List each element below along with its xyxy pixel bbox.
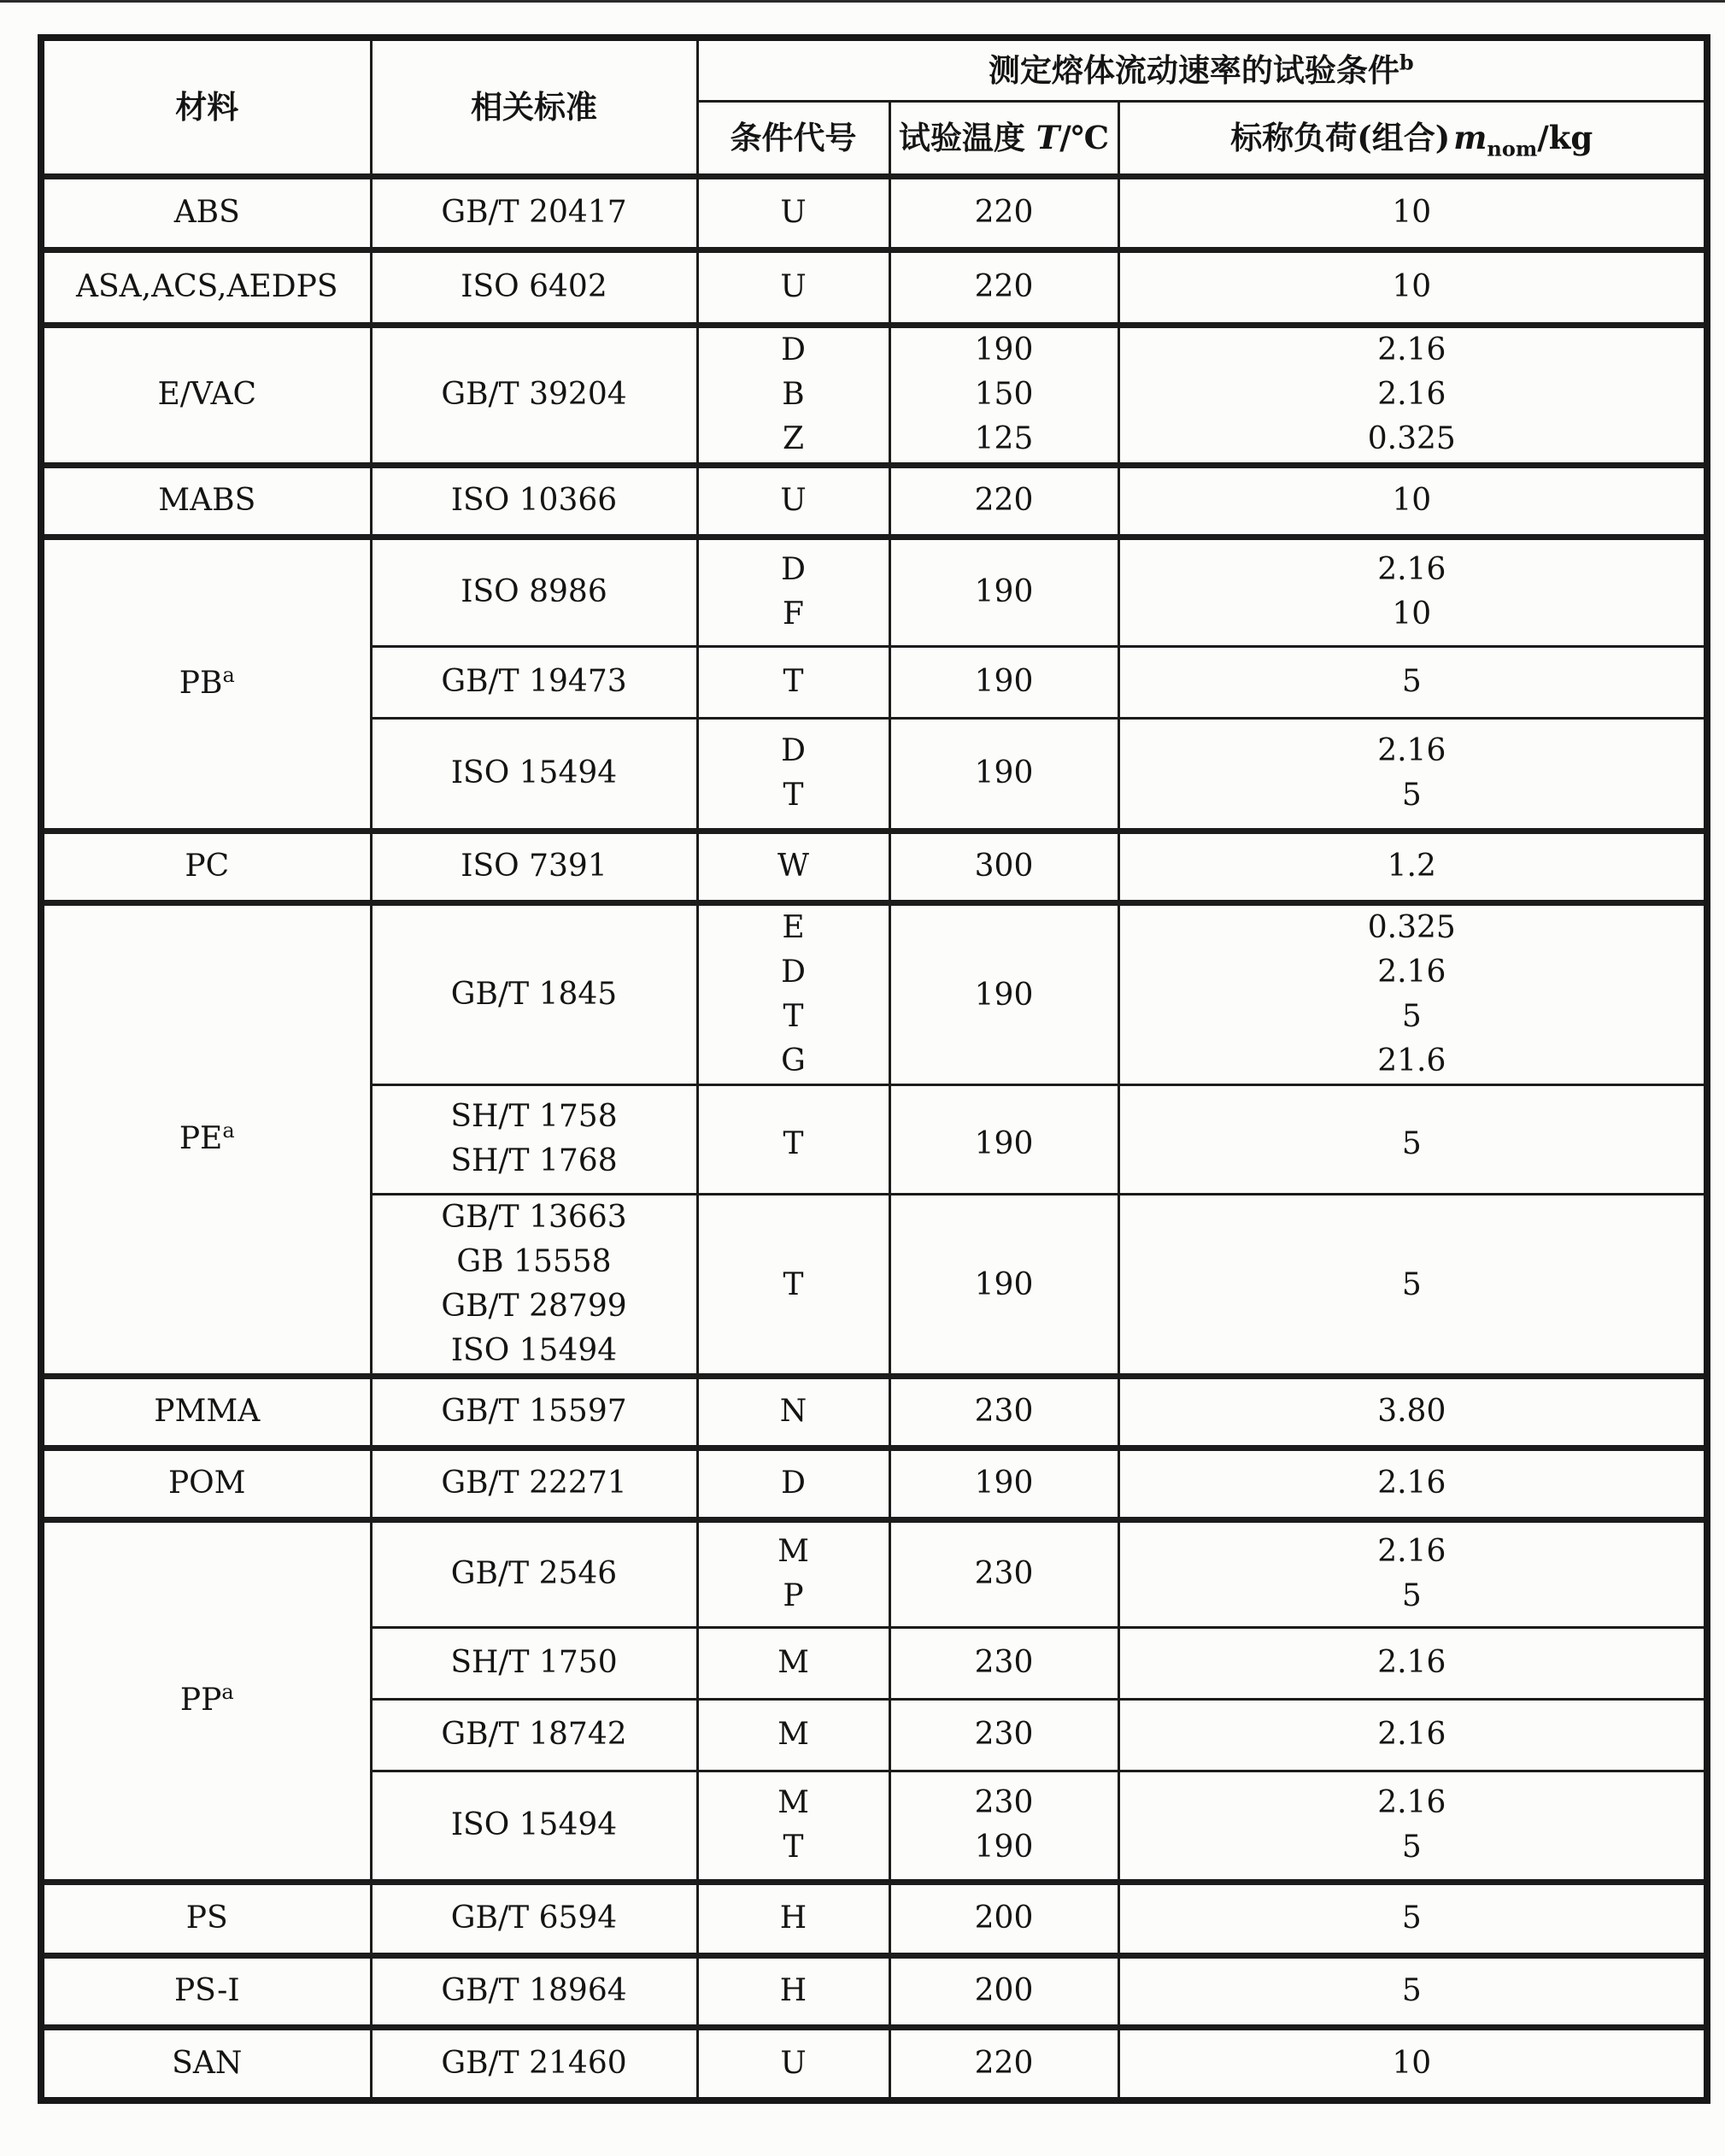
- test-temp-cell: 190: [889, 537, 1118, 646]
- material-cell: PC: [41, 831, 371, 902]
- material-cell: $PB^a$: [41, 537, 371, 831]
- condition-code-cell: D F: [697, 537, 889, 646]
- nominal-load-cell: 5: [1118, 646, 1707, 718]
- standard-cell: GB/T 2546: [371, 1519, 697, 1627]
- standard-cell: GB/T 6594: [371, 1882, 697, 1955]
- test-temp-cell: 190: [889, 1448, 1118, 1519]
- test-temp-cell: 190: [889, 718, 1118, 831]
- test-temp-cell: 230 190: [889, 1771, 1118, 1882]
- test-temp-cell: 220: [889, 2027, 1118, 2100]
- nominal-load-cell: 10: [1118, 2027, 1707, 2100]
- material-cell: SAN: [41, 2027, 371, 2100]
- standard-cell: GB/T 19473: [371, 646, 697, 718]
- condition-code-cell: U: [697, 250, 889, 325]
- nominal-load-cell: 2.16 5: [1118, 1771, 1707, 1882]
- condition-code-cell: T: [697, 1084, 889, 1194]
- condition-code-cell: U: [697, 465, 889, 537]
- test-temp-cell: 220: [889, 465, 1118, 537]
- standard-cell: GB/T 15597: [371, 1376, 697, 1448]
- table-row: [41, 1955, 1707, 2027]
- standard-cell: ISO 6402: [371, 250, 697, 325]
- nominal-load-cell: 2.16 2.16 0.325: [1118, 325, 1707, 465]
- test-temp-cell: 230: [889, 1627, 1118, 1699]
- condition-code-cell: U: [697, 2027, 889, 2100]
- standard-cell: ISO 8986: [371, 537, 697, 646]
- standard-cell: GB/T 18964: [371, 1955, 697, 2027]
- standard-cell: SH/T 1758 SH/T 1768: [371, 1084, 697, 1194]
- melt-flow-rate-conditions-table: [38, 34, 1710, 2104]
- test-temp-cell: 190 150 125: [889, 325, 1118, 465]
- test-temp-cell: 200: [889, 1882, 1118, 1955]
- table-row: [41, 250, 1707, 325]
- condition-code-cell: E D T G: [697, 902, 889, 1084]
- nominal-load-cell: 1.2: [1118, 831, 1707, 902]
- condition-code-cell: M T: [697, 1771, 889, 1882]
- header-test-temperature: 试验温度 T/℃: [889, 101, 1118, 176]
- table-row: [41, 1448, 1707, 1519]
- header-conditions-text: 测定熔体流动速率的试验条件: [988, 50, 1399, 89]
- test-temp-cell: 220: [889, 250, 1118, 325]
- test-temp-cell: 220: [889, 176, 1118, 250]
- nominal-load-cell: 5: [1118, 1084, 1707, 1194]
- condition-code-cell: D T: [697, 718, 889, 831]
- standard-cell: SH/T 1750: [371, 1627, 697, 1699]
- condition-code-cell: M: [697, 1627, 889, 1699]
- table-row: [41, 176, 1707, 250]
- test-temp-cell: 230: [889, 1519, 1118, 1627]
- condition-code-cell: M P: [697, 1519, 889, 1627]
- nominal-load-cell: 5: [1118, 1955, 1707, 2027]
- nominal-load-cell: 2.16: [1118, 1448, 1707, 1519]
- test-temp-cell: 190: [889, 1194, 1118, 1376]
- material-cell: MABS: [41, 465, 371, 537]
- standard-cell: ISO 7391: [371, 831, 697, 902]
- material-cell: PS: [41, 1882, 371, 1955]
- table-row: [41, 831, 1707, 902]
- condition-code-cell: T: [697, 646, 889, 718]
- standard-cell: GB/T 1845: [371, 902, 697, 1084]
- material-cell: $PE^a$: [41, 902, 371, 1376]
- condition-code-cell: H: [697, 1882, 889, 1955]
- nominal-load-cell: 3.80: [1118, 1376, 1707, 1448]
- footnote-b-marker: b: [1399, 50, 1414, 75]
- test-temp-cell: 230: [889, 1376, 1118, 1448]
- nominal-load-cell: 2.16: [1118, 1627, 1707, 1699]
- nominal-load-cell: 10: [1118, 465, 1707, 537]
- material-cell: POM: [41, 1448, 371, 1519]
- material-cell: $PP^a$: [41, 1519, 371, 1882]
- material-cell: PS-I: [41, 1955, 371, 2027]
- test-temp-cell: 300: [889, 831, 1118, 902]
- material-cell: PMMA: [41, 1376, 371, 1448]
- nominal-load-cell: 2.16 5: [1118, 718, 1707, 831]
- test-temp-cell: 190: [889, 646, 1118, 718]
- condition-code-cell: D B Z: [697, 325, 889, 465]
- table-row: [41, 325, 1707, 465]
- scan-edge-artifact: [0, 0, 1725, 3]
- standard-cell: GB/T 20417: [371, 176, 697, 250]
- standard-cell: ISO 15494: [371, 718, 697, 831]
- condition-code-cell: T: [697, 1194, 889, 1376]
- table-row: [41, 1519, 1707, 1627]
- temperature-symbol: T: [1036, 118, 1060, 156]
- header-condition-code: 条件代号: [697, 101, 889, 176]
- condition-code-cell: U: [697, 176, 889, 250]
- standard-cell: ISO 15494: [371, 1771, 697, 1882]
- standard-cell: GB/T 39204: [371, 325, 697, 465]
- nominal-load-cell: 0.325 2.16 5 21.6: [1118, 902, 1707, 1084]
- table-row: [41, 465, 1707, 537]
- header-test-conditions: [697, 38, 1707, 101]
- material-cell: ABS: [41, 176, 371, 250]
- condition-code-cell: M: [697, 1699, 889, 1771]
- load-subscript: nom: [1487, 136, 1538, 162]
- table-row: [41, 2027, 1707, 2100]
- header-material: 材料: [41, 38, 371, 176]
- header-nominal-load: 标称负荷(组合) $m_{nom}/kg$: [1118, 101, 1707, 176]
- nominal-load-cell: 2.16 10: [1118, 537, 1707, 646]
- test-temp-cell: 190: [889, 902, 1118, 1084]
- load-symbol: m: [1453, 118, 1487, 156]
- nominal-load-cell: 2.16 5: [1118, 1519, 1707, 1627]
- condition-code-cell: H: [697, 1955, 889, 2027]
- nominal-load-cell: 2.16: [1118, 1699, 1707, 1771]
- table-row: [41, 902, 1707, 1084]
- standard-cell: ISO 10366: [371, 465, 697, 537]
- material-cell: E/VAC: [41, 325, 371, 465]
- condition-code-cell: D: [697, 1448, 889, 1519]
- table-row: [41, 1376, 1707, 1448]
- table-row: [41, 1882, 1707, 1955]
- nominal-load-cell: 5: [1118, 1194, 1707, 1376]
- nominal-load-cell: 5: [1118, 1882, 1707, 1955]
- standard-cell: GB/T 18742: [371, 1699, 697, 1771]
- test-temp-cell: 200: [889, 1955, 1118, 2027]
- nominal-load-cell: 10: [1118, 176, 1707, 250]
- standard-cell: GB/T 13663 GB 15558 GB/T 28799 ISO 15494: [371, 1194, 697, 1376]
- test-temp-cell: 190: [889, 1084, 1118, 1194]
- standard-cell: GB/T 21460: [371, 2027, 697, 2100]
- condition-code-cell: N: [697, 1376, 889, 1448]
- test-temp-cell: 230: [889, 1699, 1118, 1771]
- material-cell: ASA,ACS,AEDPS: [41, 250, 371, 325]
- condition-code-cell: W: [697, 831, 889, 902]
- table-row: [41, 537, 1707, 646]
- nominal-load-cell: 10: [1118, 250, 1707, 325]
- header-standard: 相关标准: [371, 38, 697, 176]
- standard-cell: GB/T 22271: [371, 1448, 697, 1519]
